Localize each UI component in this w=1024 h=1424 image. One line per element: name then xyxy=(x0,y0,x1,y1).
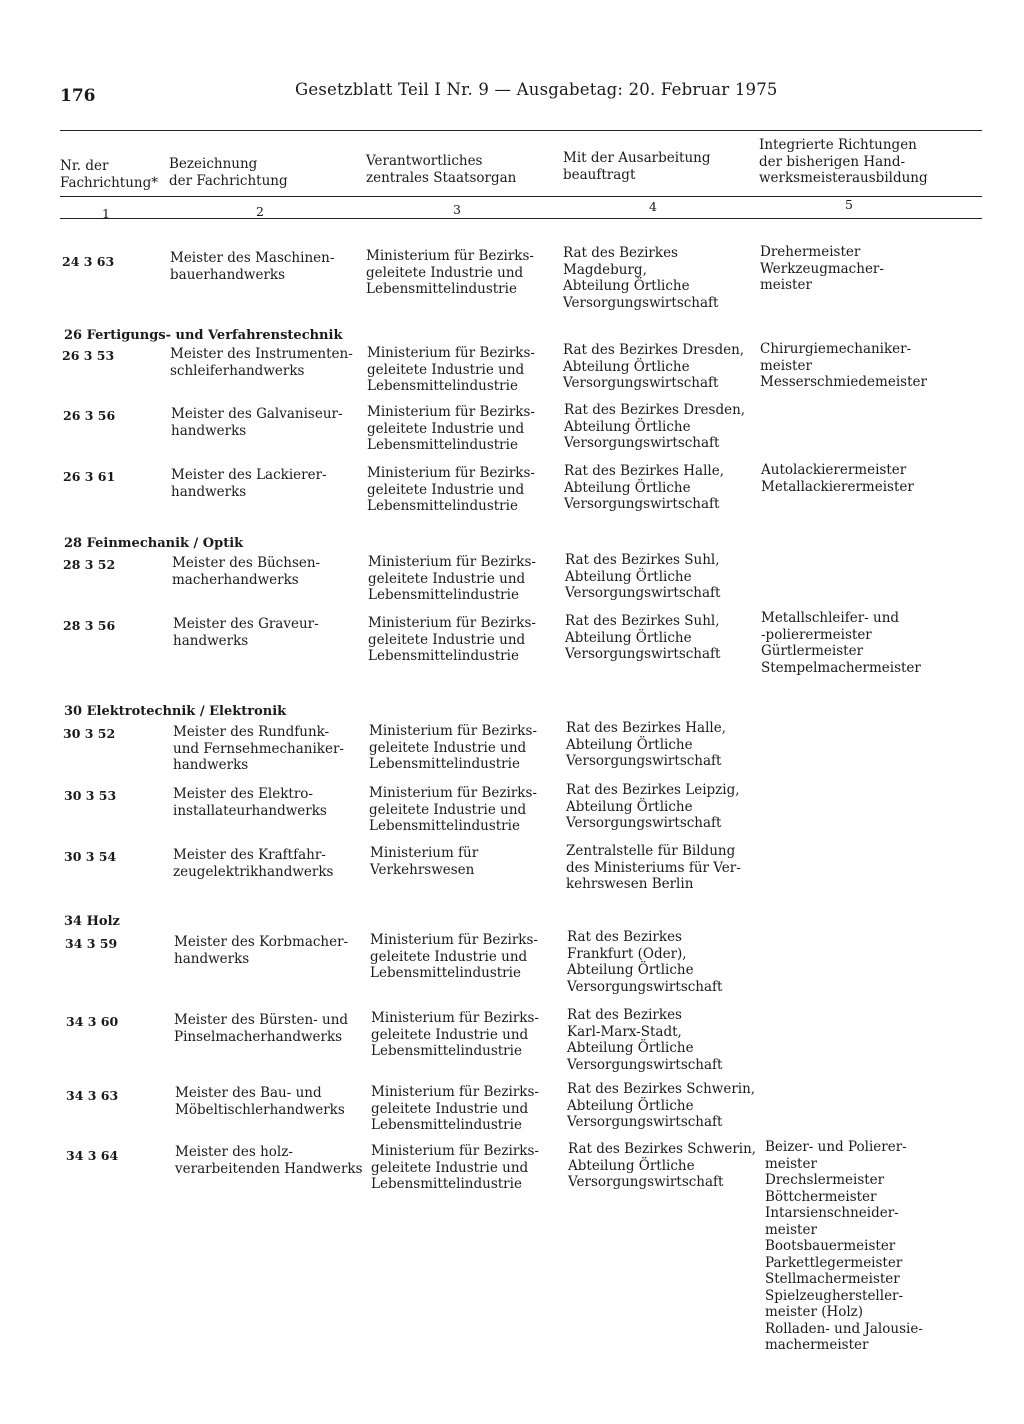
row-code: 26 3 53 xyxy=(62,348,115,363)
column-header-2: Bezeichnung der Fachrichtung xyxy=(169,156,288,189)
page-number: 176 xyxy=(60,86,96,106)
row-code: 34 3 63 xyxy=(66,1088,119,1103)
page-title: Gesetzblatt Teil I Nr. 9 — Ausgabetag: 20. Februar 1975 xyxy=(295,80,778,99)
row-integrated: Autolackierermeister Metallackierermeister xyxy=(761,462,914,495)
row-name: Meister des Lackierer- handwerks xyxy=(171,467,327,500)
row-assigned: Zentralstelle für Bildung des Ministeriums für Ver- kehrswesen Berlin xyxy=(566,843,741,892)
table-top-rule xyxy=(60,130,982,131)
row-code: 34 3 59 xyxy=(65,936,118,951)
row-assigned: Rat des Bezirkes Schwerin, Abteilung Örtliche Versorgungswirtschaft xyxy=(568,1141,757,1190)
column-number-1: 1 xyxy=(102,206,110,221)
row-organ: Ministerium für Bezirks- geleitete Industrie und Lebensmittelindustrie xyxy=(367,404,535,453)
row-assigned: Rat des Bezirkes Schwerin, Abteilung Örtliche Versorgungswirtschaft xyxy=(567,1081,756,1130)
row-name: Meister des Maschinen- bauerhandwerks xyxy=(170,250,335,283)
row-assigned: Rat des Bezirkes Karl-Marx-Stadt, Abteilung Örtliche Versorgungswirtschaft xyxy=(567,1007,723,1073)
row-integrated: Beizer- und Polierer- meister Drechslermeister Böttchermeister Intarsienschneider- meister Bootsbauermeister Parkettlegermeister Stellmachermeister Spielzeughersteller- meister (Holz) Rolladen- und Jalousie- machermeister xyxy=(765,1139,923,1353)
row-organ: Ministerium für Bezirks- geleitete Industrie und Lebensmittelindustrie xyxy=(369,785,537,834)
row-organ: Ministerium für Verkehrswesen xyxy=(370,845,479,878)
row-name: Meister des Kraftfahr- zeugelektrikhandwerks xyxy=(173,847,334,880)
column-number-3: 3 xyxy=(453,202,461,217)
row-organ: Ministerium für Bezirks- geleitete Industrie und Lebensmittelindustrie xyxy=(371,1143,539,1192)
row-organ: Ministerium für Bezirks- geleitete Industrie und Lebensmittelindustrie xyxy=(371,1084,539,1133)
row-code: 28 3 56 xyxy=(63,618,116,633)
row-organ: Ministerium für Bezirks- geleitete Industrie und Lebensmittelindustrie xyxy=(368,554,536,603)
section-title: 28 Feinmechanik / Optik xyxy=(64,536,244,551)
row-assigned: Rat des Bezirkes Suhl, Abteilung Örtliche Versorgungswirtschaft xyxy=(565,613,721,662)
column-number-2: 2 xyxy=(256,204,264,219)
row-name: Meister des Bau- und Möbeltischlerhandwerks xyxy=(175,1085,345,1118)
row-integrated: Drehermeister Werkzeugmacher- meister xyxy=(760,244,884,293)
row-assigned: Rat des Bezirkes Leipzig, Abteilung Örtliche Versorgungswirtschaft xyxy=(566,782,740,831)
row-name: Meister des Bürsten- und Pinselmacherhandwerks xyxy=(174,1012,349,1045)
section-title: 34 Holz xyxy=(64,914,120,929)
row-organ: Ministerium für Bezirks- geleitete Industrie und Lebensmittelindustrie xyxy=(366,248,534,297)
row-name: Meister des Korbmacher- handwerks xyxy=(174,934,349,967)
row-name: Meister des Galvaniseur- handwerks xyxy=(171,406,343,439)
row-name: Meister des Elektro- installateurhandwerks xyxy=(173,786,327,819)
row-integrated: Chirurgiemechaniker- meister Messerschmiedemeister xyxy=(760,341,927,390)
row-code: 30 3 52 xyxy=(63,726,116,741)
column-header-1: Nr. der Fachrichtung* xyxy=(60,158,158,191)
section-title: 30 Elektrotechnik / Elektronik xyxy=(64,704,287,719)
row-code: 34 3 60 xyxy=(66,1014,119,1029)
page-header xyxy=(60,80,984,110)
row-code: 26 3 61 xyxy=(63,469,116,484)
row-code: 30 3 53 xyxy=(64,788,117,803)
row-organ: Ministerium für Bezirks- geleitete Industrie und Lebensmittelindustrie xyxy=(370,932,538,981)
row-name: Meister des Instrumenten- schleiferhandwerks xyxy=(170,346,353,379)
row-assigned: Rat des Bezirkes Halle, Abteilung Örtliche Versorgungswirtschaft xyxy=(564,463,725,512)
row-code: 34 3 64 xyxy=(66,1148,119,1163)
column-header-4: Mit der Ausarbeitung beauftragt xyxy=(563,150,711,183)
row-integrated: Metallschleifer- und -polierermeister Gürtlermeister Stempelmachermeister xyxy=(761,610,921,676)
row-assigned: Rat des Bezirkes Magdeburg, Abteilung Örtliche Versorgungswirtschaft xyxy=(563,245,719,311)
row-organ: Ministerium für Bezirks- geleitete Industrie und Lebensmittelindustrie xyxy=(367,345,535,394)
column-header-3: Verantwortliches zentrales Staatsorgan xyxy=(366,153,517,186)
row-assigned: Rat des Bezirkes Dresden, Abteilung Örtliche Versorgungswirtschaft xyxy=(564,402,746,451)
header-rule xyxy=(60,196,982,197)
row-organ: Ministerium für Bezirks- geleitete Industrie und Lebensmittelindustrie xyxy=(371,1010,539,1059)
section-title: 26 Fertigungs- und Verfahrenstechnik xyxy=(64,328,343,343)
row-organ: Ministerium für Bezirks- geleitete Industrie und Lebensmittelindustrie xyxy=(368,615,536,664)
row-code: 28 3 52 xyxy=(63,557,116,572)
row-name: Meister des Büchsen- macherhandwerks xyxy=(172,555,321,588)
column-header-5: Integrierte Richtungen der bisherigen Hand- werksmeisterausbildung xyxy=(759,137,928,186)
row-code: 24 3 63 xyxy=(62,254,115,269)
row-assigned: Rat des Bezirkes Frankfurt (Oder), Abteilung Örtliche Versorgungswirtschaft xyxy=(567,929,723,995)
column-number-4: 4 xyxy=(649,199,657,214)
row-assigned: Rat des Bezirkes Halle, Abteilung Örtliche Versorgungswirtschaft xyxy=(566,720,727,769)
row-name: Meister des Graveur- handwerks xyxy=(173,616,319,649)
row-organ: Ministerium für Bezirks- geleitete Industrie und Lebensmittelindustrie xyxy=(367,465,535,514)
column-number-5: 5 xyxy=(845,197,853,212)
row-assigned: Rat des Bezirkes Suhl, Abteilung Örtliche Versorgungswirtschaft xyxy=(565,552,721,601)
number-row-rule xyxy=(60,218,982,219)
row-name: Meister des holz- verarbeitenden Handwerks xyxy=(175,1144,363,1177)
row-name: Meister des Rundfunk- und Fernsehmechaniker- handwerks xyxy=(173,724,344,773)
row-code: 30 3 54 xyxy=(64,849,117,864)
row-organ: Ministerium für Bezirks- geleitete Industrie und Lebensmittelindustrie xyxy=(369,723,537,772)
row-code: 26 3 56 xyxy=(63,408,116,423)
row-assigned: Rat des Bezirkes Dresden, Abteilung Örtliche Versorgungswirtschaft xyxy=(563,342,745,391)
